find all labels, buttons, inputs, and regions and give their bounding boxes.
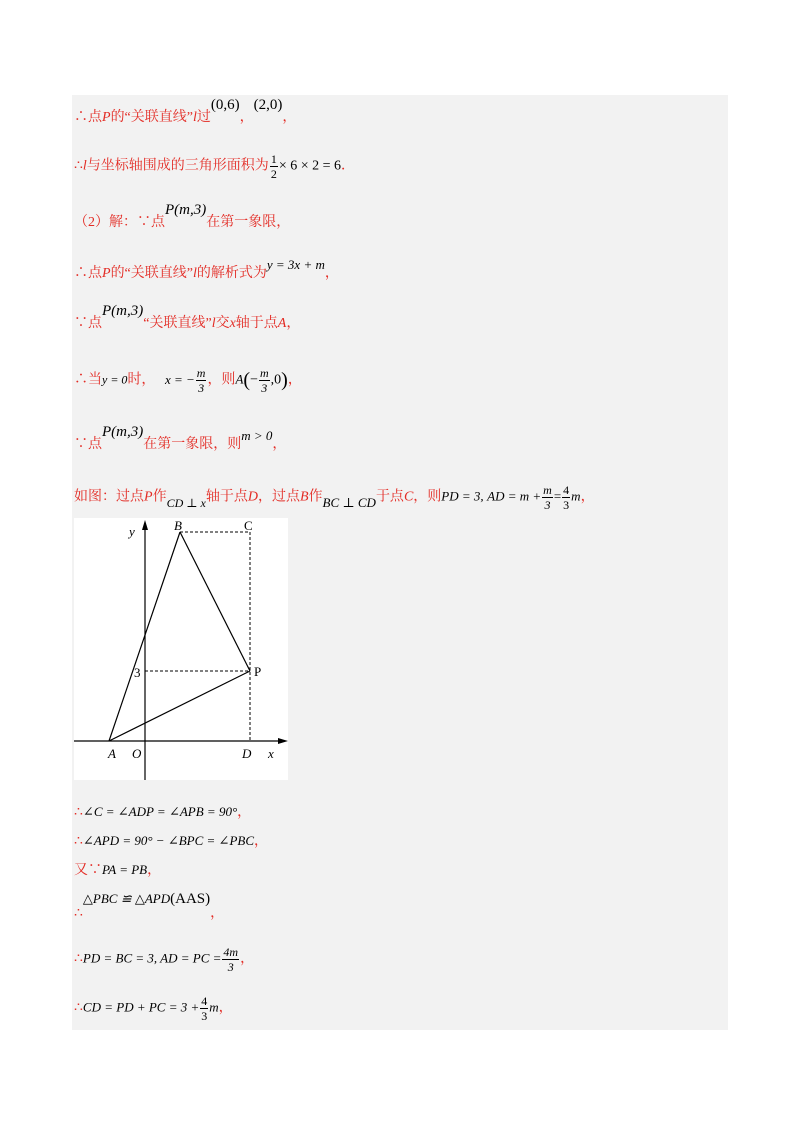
text: ， bbox=[218, 1000, 233, 1016]
text: （2）解：∵点 bbox=[74, 215, 165, 230]
point-p: P bbox=[144, 489, 153, 505]
text: ，过点 bbox=[257, 489, 300, 505]
denominator: 2 bbox=[270, 167, 277, 181]
angle-equation: ∠APD = 90° − ∠BPC = ∠PBC bbox=[82, 833, 254, 848]
text: “关联直线” bbox=[143, 316, 212, 331]
text: ∴ bbox=[74, 834, 83, 849]
text: 的“关联直线” bbox=[110, 110, 193, 125]
text: ， bbox=[272, 437, 287, 452]
denominator: 3 bbox=[563, 498, 570, 512]
text: ， bbox=[239, 110, 254, 125]
congruence: △PBC ≌ △APD bbox=[82, 891, 171, 906]
solution-line-10 bbox=[74, 830, 268, 850]
numerator: 4 bbox=[563, 483, 570, 497]
solution-line-1 bbox=[74, 97, 297, 126]
length-equation: CD = PD + PC = 3 + bbox=[82, 999, 200, 1015]
fraction-4-3 bbox=[200, 994, 208, 1023]
numerator: m bbox=[196, 366, 206, 380]
text: ， bbox=[286, 316, 301, 331]
text: ∴点 bbox=[74, 110, 102, 125]
fraction-m-3 bbox=[542, 483, 553, 512]
angle-equation: ∠C = ∠ADP = ∠APB = 90° bbox=[82, 804, 238, 819]
bc-perpendicular-cd: BC ⊥ CD bbox=[322, 494, 376, 510]
fraction-m-3 bbox=[196, 366, 207, 395]
text: 轴于点 bbox=[235, 316, 278, 331]
numerator: 4m bbox=[223, 945, 239, 959]
solution-line-9 bbox=[74, 801, 251, 821]
point-p-m-3: P(m,3) bbox=[102, 424, 144, 440]
label-three: 3 bbox=[134, 665, 141, 680]
text: 与坐标轴围成的三角形面积为 bbox=[86, 158, 269, 174]
point-p-m-3: P(m,3) bbox=[165, 202, 207, 218]
text: ， bbox=[324, 266, 339, 281]
text: 的解析式为 bbox=[196, 266, 267, 281]
ad-expression: AD = m + bbox=[487, 488, 542, 504]
text: ∴ bbox=[74, 158, 83, 174]
text: ，则 bbox=[207, 372, 236, 388]
text: ， bbox=[580, 489, 595, 505]
solution-line-11 bbox=[74, 859, 161, 879]
point-a: A bbox=[277, 316, 287, 331]
text: ，则 bbox=[413, 489, 442, 505]
text: ， bbox=[210, 906, 225, 921]
numerator: 1 bbox=[270, 152, 277, 166]
fraction-4m-3 bbox=[222, 945, 239, 974]
text: ∵点 bbox=[74, 437, 102, 452]
point-2-0: (2,0) bbox=[253, 97, 283, 113]
point-0-6: (0,6) bbox=[210, 97, 240, 113]
pd-value: PD = 3, bbox=[441, 488, 484, 504]
text: ∴ bbox=[74, 805, 83, 820]
text: ∵点 bbox=[74, 316, 102, 331]
numerator: m bbox=[259, 366, 269, 380]
text: 轴于点 bbox=[205, 489, 248, 505]
text: 时， bbox=[127, 372, 156, 388]
segment-bp bbox=[180, 532, 250, 671]
text: ， bbox=[237, 805, 252, 820]
text: ， bbox=[282, 110, 297, 125]
point-p: P bbox=[102, 266, 111, 281]
length-equation: PA = PB bbox=[102, 862, 148, 877]
condition-m-positive: m > 0 bbox=[241, 428, 273, 443]
point-a: A bbox=[235, 371, 244, 387]
point-d: D bbox=[247, 489, 258, 505]
solution-line-14 bbox=[74, 994, 233, 1023]
solution-line-6: ∴当y = 0时， x = − $\frac{m}{3}$ ，则A(− $\frac{m}{3}$ ,0)， bbox=[74, 366, 302, 395]
equals: = bbox=[553, 488, 562, 504]
label-c: C bbox=[244, 518, 253, 533]
length-equation: PD = BC = 3, AD = PC = bbox=[82, 950, 222, 966]
text: 作 bbox=[308, 489, 323, 505]
line-l: l bbox=[193, 266, 197, 281]
text: ， bbox=[254, 834, 268, 849]
coordinate: ,0 bbox=[270, 372, 282, 388]
numerator: 4 bbox=[201, 994, 208, 1008]
fraction-4-3 bbox=[562, 483, 570, 512]
variable-m: m bbox=[209, 999, 219, 1015]
point-p-m-3: P(m,3) bbox=[102, 303, 144, 319]
variable-m: m bbox=[571, 488, 581, 504]
denominator: 3 bbox=[544, 498, 551, 512]
label-a: A bbox=[108, 746, 116, 761]
cd-perpendicular-x: CD ⊥ x bbox=[166, 495, 206, 510]
label-y: y bbox=[129, 524, 135, 539]
denominator: 3 bbox=[201, 1009, 208, 1023]
solution-line-13 bbox=[74, 945, 254, 974]
solution-line-8 bbox=[74, 483, 595, 512]
line-equation: y = 3x + m bbox=[266, 257, 325, 272]
segment-ap bbox=[109, 671, 250, 741]
axis-x: x bbox=[229, 316, 236, 331]
fraction-half bbox=[270, 152, 278, 181]
y-axis-arrow bbox=[142, 520, 148, 530]
label-d: D bbox=[242, 746, 252, 761]
text: ∴当 bbox=[74, 372, 102, 388]
label-x: x bbox=[268, 746, 274, 761]
coordinate-figure bbox=[74, 518, 288, 780]
area-expression: × 6 × 2 = 6 bbox=[278, 158, 341, 174]
solution-line-2 bbox=[74, 152, 355, 181]
line-l: l bbox=[211, 316, 216, 331]
text: ， bbox=[240, 951, 255, 967]
fraction-m-3 bbox=[259, 366, 270, 395]
numerator: m bbox=[543, 483, 552, 497]
line-l: l bbox=[193, 110, 197, 125]
x-expression: x = − bbox=[164, 371, 195, 387]
text: 在第一象限， bbox=[206, 215, 291, 230]
solution-line-3 bbox=[74, 202, 291, 231]
text: ∴ bbox=[74, 951, 83, 967]
text: ∴点 bbox=[74, 266, 102, 281]
text: 如图：过点 bbox=[74, 489, 144, 505]
text: ． bbox=[341, 158, 355, 174]
point-p: P bbox=[102, 110, 111, 125]
x-axis-arrow bbox=[278, 738, 288, 744]
denominator: 3 bbox=[198, 381, 205, 395]
congruence-reason: (AAS) bbox=[170, 891, 211, 907]
denominator: 3 bbox=[227, 960, 234, 974]
text: 又∵ bbox=[74, 863, 102, 878]
solution-line-12 bbox=[74, 891, 225, 921]
text: 的“关联直线” bbox=[110, 266, 193, 281]
point-b: B bbox=[299, 489, 309, 505]
condition-y-zero: y = 0 bbox=[102, 372, 128, 387]
text: ， bbox=[147, 863, 162, 878]
text: ∴ bbox=[74, 906, 83, 921]
line-l: l bbox=[82, 158, 87, 174]
text: 在第一象限，则 bbox=[143, 437, 242, 452]
solution-line-7 bbox=[74, 424, 287, 453]
text: 于点 bbox=[375, 489, 404, 505]
label-p: P bbox=[254, 664, 262, 679]
label-b: B bbox=[174, 518, 182, 533]
point-c: C bbox=[403, 489, 414, 505]
text: ， bbox=[287, 372, 302, 388]
solution-line-5 bbox=[74, 303, 301, 332]
text: 过 bbox=[196, 110, 211, 125]
text: 交 bbox=[215, 316, 230, 331]
text: 作 bbox=[152, 489, 167, 505]
denominator: 3 bbox=[261, 381, 268, 395]
solution-line-4 bbox=[74, 257, 339, 282]
text: ∴ bbox=[74, 1000, 83, 1016]
label-o: O bbox=[132, 746, 142, 761]
